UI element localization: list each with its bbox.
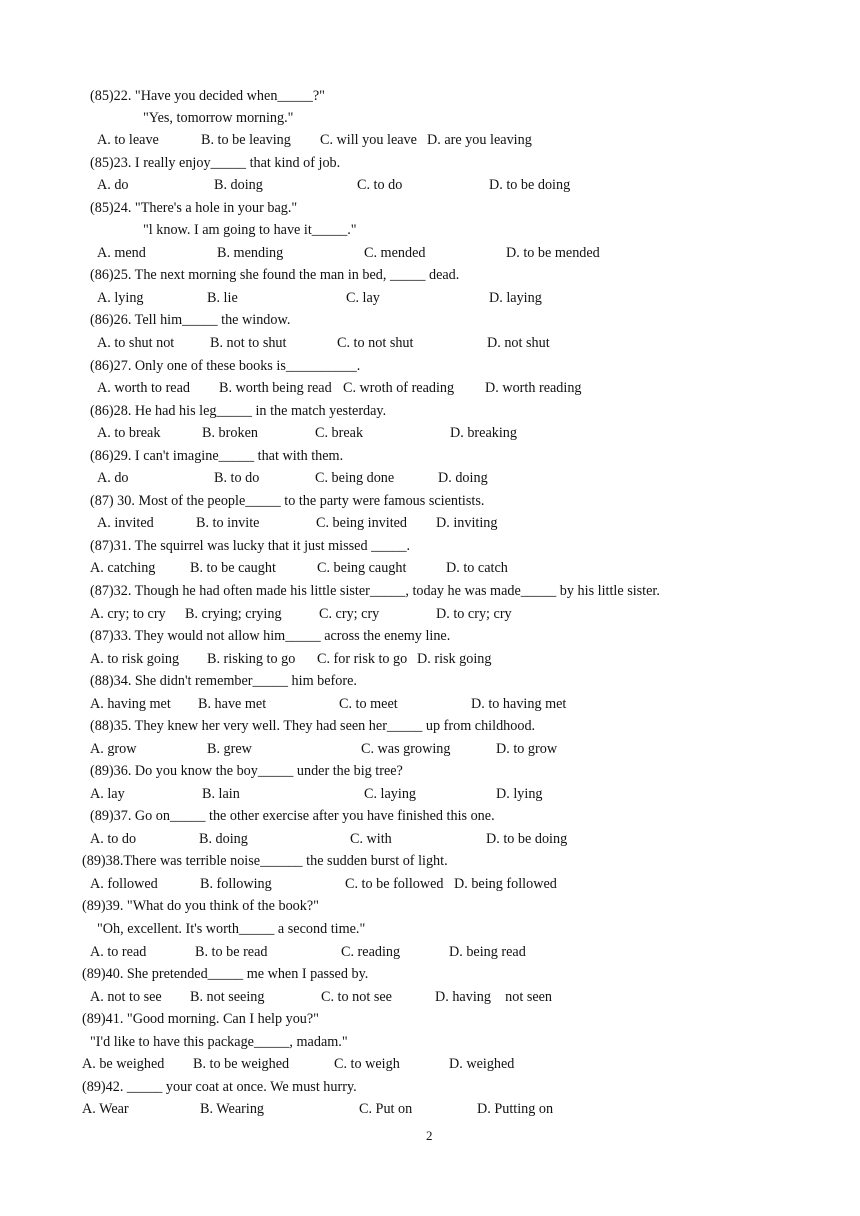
answer-option: B. not to shut xyxy=(210,335,287,351)
answer-option: B. lie xyxy=(207,290,238,306)
question-stem: (88)34. She didn't remember_____ him before. xyxy=(90,673,357,689)
answer-option: D. to cry; cry xyxy=(436,606,512,622)
answer-option: C. Put on xyxy=(359,1101,413,1117)
answer-option: D. worth reading xyxy=(485,380,582,396)
answer-option: A. invited xyxy=(97,515,154,531)
answer-option: A. to break xyxy=(97,425,161,441)
answer-option: B. grew xyxy=(207,741,252,757)
answer-option: D. being read xyxy=(449,944,526,960)
answer-option: B. to be caught xyxy=(190,560,276,576)
answer-option: B. mending xyxy=(217,245,284,261)
answer-option: D. lying xyxy=(496,786,543,802)
question-stem: (89)40. She pretended_____ me when I passed by. xyxy=(82,966,369,982)
answer-option: D. to having met xyxy=(471,696,567,712)
answer-option: C. laying xyxy=(364,786,417,802)
answer-option: A. do xyxy=(97,177,129,193)
question-stem: (89)37. Go on_____ the other exercise after you have finished this one. xyxy=(90,808,495,824)
answer-option: A. cry; to cry xyxy=(90,606,166,622)
answer-option: A. to leave xyxy=(97,132,159,148)
answer-option: B. doing xyxy=(214,177,263,193)
answer-option: A. to read xyxy=(90,944,147,960)
question-stem: (87)33. They would not allow him_____ across the enemy line. xyxy=(90,628,451,644)
answer-option: D. to be doing xyxy=(489,177,571,193)
answer-option: D. to catch xyxy=(446,560,508,576)
answer-option: D. not shut xyxy=(487,335,550,351)
answer-option: A. Wear xyxy=(82,1101,129,1117)
question-stem: (86)25. The next morning she found the man in bed, _____ dead. xyxy=(90,267,460,283)
question-dialog-line: "Oh, excellent. It's worth_____ a second time." xyxy=(97,921,366,937)
question-dialog-line: "Yes, tomorrow morning." xyxy=(143,110,294,126)
answer-option: D. risk going xyxy=(417,651,492,667)
answer-option: B. Wearing xyxy=(200,1101,265,1117)
answer-option: B. lain xyxy=(202,786,240,802)
answer-option: A. having met xyxy=(90,696,171,712)
answer-option: D. laying xyxy=(489,290,542,306)
answer-option: A. lying xyxy=(97,290,144,306)
answer-option: B. doing xyxy=(199,831,248,847)
answer-option: A. to do xyxy=(90,831,137,847)
answer-option: A. to risk going xyxy=(90,651,180,667)
answer-option: C. will you leave xyxy=(320,132,417,148)
answer-option: A. worth to read xyxy=(97,380,190,396)
answer-option: C. was growing xyxy=(361,741,451,757)
answer-option: C. being caught xyxy=(317,560,407,576)
question-stem: (85)24. "There's a hole in your bag." xyxy=(90,200,298,216)
question-stem: (86)27. Only one of these books is__________. xyxy=(90,358,361,374)
answer-option: C. to weigh xyxy=(334,1056,400,1072)
answer-option: C. mended xyxy=(364,245,426,261)
answer-option: B. to be weighed xyxy=(193,1056,290,1072)
answer-option: B. following xyxy=(200,876,272,892)
answer-option: D. to grow xyxy=(496,741,558,757)
question-dialog-line: "l know. I am going to have it_____." xyxy=(143,222,357,238)
page-number: 2 xyxy=(426,1128,433,1143)
answer-option: C. being done xyxy=(315,470,395,486)
answer-option: C. to do xyxy=(357,177,403,193)
answer-option: A. not to see xyxy=(90,989,162,1005)
answer-option: D. to be mended xyxy=(506,245,600,261)
answer-option: B. crying; crying xyxy=(185,606,282,622)
answer-option: D. weighed xyxy=(449,1056,515,1072)
question-stem: (87)32. Though he had often made his little sister_____, today he was made_____ by his little sister. xyxy=(90,583,660,599)
answer-option: C. reading xyxy=(341,944,401,960)
question-stem: (86)28. He had his leg_____ in the match yesterday. xyxy=(90,403,387,419)
answer-option: C. lay xyxy=(346,290,380,306)
answer-option: C. to not shut xyxy=(337,335,414,351)
question-stem: (86)26. Tell him_____ the window. xyxy=(90,312,291,328)
question-stem: (86)29. I can't imagine_____ that with them. xyxy=(90,448,344,464)
answer-option: C. being invited xyxy=(316,515,408,531)
answer-option: D. being followed xyxy=(454,876,557,892)
answer-option: B. to be leaving xyxy=(201,132,291,148)
answer-option: B. broken xyxy=(202,425,258,441)
answer-option: D. are you leaving xyxy=(427,132,532,148)
answer-option: B. to do xyxy=(214,470,260,486)
answer-option: C. wroth of reading xyxy=(343,380,455,396)
question-stem: (89)42. _____ your coat at once. We must hurry. xyxy=(82,1079,357,1095)
answer-option: A. to shut not xyxy=(97,335,175,351)
answer-option: C. to meet xyxy=(339,696,398,712)
answer-option: C. with xyxy=(350,831,392,847)
answer-option: D. doing xyxy=(438,470,488,486)
answer-option: A. be weighed xyxy=(82,1056,165,1072)
answer-option: D. breaking xyxy=(450,425,517,441)
answer-option: C. for risk to go xyxy=(317,651,408,667)
answer-option: D. to be doing xyxy=(486,831,568,847)
answer-option: D. Putting on xyxy=(477,1101,554,1117)
answer-option: B. to invite xyxy=(196,515,260,531)
question-stem: (88)35. They knew her very well. They had seen her_____ up from childhood. xyxy=(90,718,536,734)
question-stem: (89)36. Do you know the boy_____ under the big tree? xyxy=(90,763,403,779)
answer-option: A. grow xyxy=(90,741,137,757)
answer-option: B. worth being read xyxy=(219,380,332,396)
answer-option: B. risking to go xyxy=(207,651,296,667)
answer-option: C. cry; cry xyxy=(319,606,380,622)
question-stem: (89)39. "What do you think of the book?" xyxy=(82,898,319,914)
question-stem: (85)22. "Have you decided when_____?" xyxy=(90,88,325,104)
answer-option: A. catching xyxy=(90,560,156,576)
question-stem: (89)41. "Good morning. Can I help you?" xyxy=(82,1011,319,1027)
question-stem: (85)23. I really enjoy_____ that kind of job. xyxy=(90,155,341,171)
question-stem: (87)31. The squirrel was lucky that it just missed _____. xyxy=(90,538,411,554)
answer-option: B. have met xyxy=(198,696,267,712)
answer-option: D. inviting xyxy=(436,515,498,531)
question-stem: (87) 30. Most of the people_____ to the party were famous scientists. xyxy=(90,493,485,509)
answer-option: A. mend xyxy=(97,245,146,261)
answer-option: B. to be read xyxy=(195,944,268,960)
answer-option: C. to not see xyxy=(321,989,392,1005)
answer-option: D. having not seen xyxy=(435,989,553,1005)
answer-option: A. do xyxy=(97,470,129,486)
question-stem: (89)38.There was terrible noise______ the sudden burst of light. xyxy=(82,853,448,869)
answer-option: C. to be followed xyxy=(345,876,444,892)
answer-option: A. followed xyxy=(90,876,158,892)
question-dialog-line: "I'd like to have this package_____, madam." xyxy=(90,1034,348,1050)
answer-option: A. lay xyxy=(90,786,125,802)
answer-option: C. break xyxy=(315,425,364,441)
answer-option: B. not seeing xyxy=(190,989,265,1005)
